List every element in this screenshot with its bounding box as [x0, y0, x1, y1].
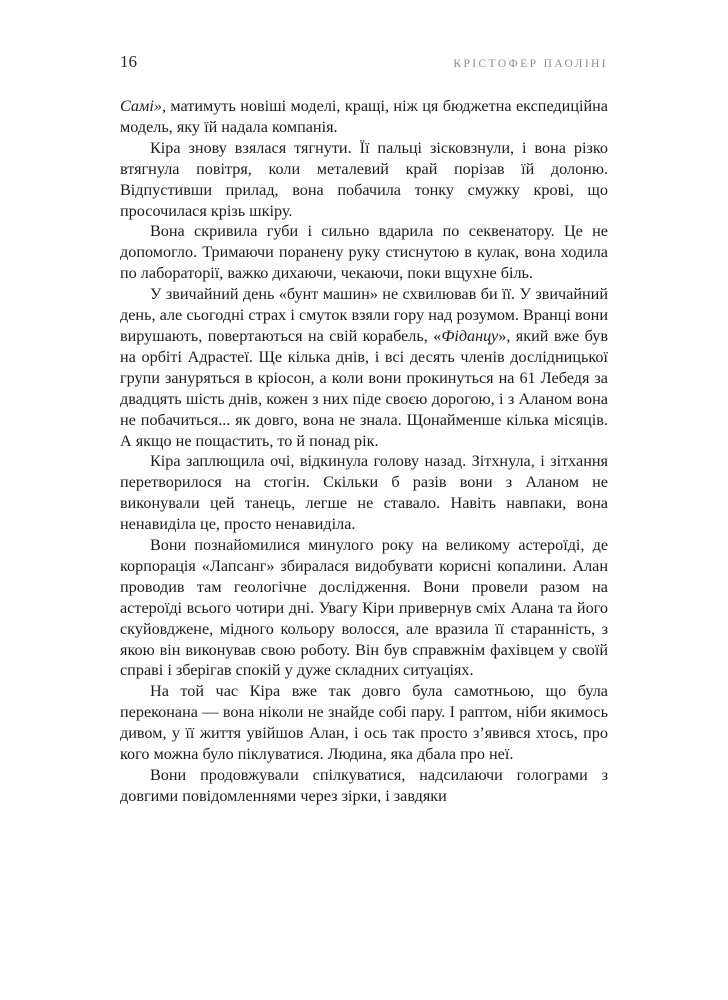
paragraph [120, 765, 608, 807]
text-run: Кіра знову взялася тягнути. Її пальці зісковзнули, і вона різко втягнула повітря, коли металевий край порізав їй долоню. Відпустивши прилад, вона побачила тонку смужку крові, що просочилася крізь шкіру. [120, 138, 608, 220]
paragraph [120, 681, 608, 765]
text-run: Вона скривила губи і сильно вдарила по секвенатору. Це не допомогло. Тримаючи поранену руку стиснутою в кулак, вона ходила по лабораторії, важко дихаючи, чекаючи, поки вщухне біль. [120, 222, 608, 283]
paragraph [120, 451, 608, 535]
running-header: КРІСТОФЕР ПАОЛІНІ [453, 58, 608, 70]
paragraph [120, 221, 608, 284]
text-run: », який вже був на орбіті Адрастеї. Ще кілька днів, і всі десять членів дослідницької групи зануряться в кріосон, а коли вони прокинуться на 61 Лебедя за двадцять шість днів, кожен з них піде своєю дорогою, і з Аланом вона не побачиться... як довго, вона не знала. Щонайменше кілька місяців. А якщо не пощастить, то й понад рік. [120, 326, 608, 450]
paragraph [120, 138, 608, 222]
page-header [120, 52, 608, 72]
italic-text-run: Самі» [120, 97, 162, 115]
text-run: , матимуть новіші моделі, кращі, ніж ця бюджетна експедиційна модель, яку їй надала компанія. [120, 97, 608, 136]
text-run: Кіра заплющила очі, відкинула голову назад. Зітхнула, і зітхання перетворилося на стогін. Скільки б разів вони з Аланом не виконували цей танець, легше не ставало. Навіть навпаки, вона ненавиділа це, просто ненавиділа. [120, 452, 608, 534]
paragraph [120, 535, 608, 681]
text-run: У звичайний день «бунт машин» не схвилював би її. У звичайний день, але сьогодні страх і смуток взяли гору над розумом. Вранці вони вирушають, повертаються на свій корабель, « [120, 285, 608, 345]
paragraph [120, 284, 608, 451]
text-run: Вони познайомилися минулого року на великому астероїді, де корпорація «Лапсанг» збиралася видобувати корисні копалини. Алан проводив там геологічне дослідження. Вони провели разом на астероїді всього чотири дні. Увагу Кіри привернув сміх Алана та його скуйовджене, мідного кольору волосся, але вразила її старанність, з якою він виконував свою роботу. Він був справжнім фахівцем у своїй справі і зберігав спокій у дуже складних ситуаціях. [120, 536, 608, 680]
text-run: Вони продовжували спілкуватися, надсилаючи голограми з довгими повідомленнями через зірки, і завдяки [120, 766, 608, 805]
text-run: На той час Кіра вже так довго була самотньою, що була переконана — вона ніколи не знайде собі пару. І раптом, ніби якимось дивом, у її життя увійшов Алан, і ось так просто з’явився хтось, про кого можна було піклуватися. Людина, яка дбала про неї. [120, 682, 608, 764]
italic-text-run: Фіданцу [441, 326, 499, 345]
paragraph [120, 96, 608, 138]
page-number: 16 [120, 52, 137, 71]
page-body [120, 96, 608, 807]
